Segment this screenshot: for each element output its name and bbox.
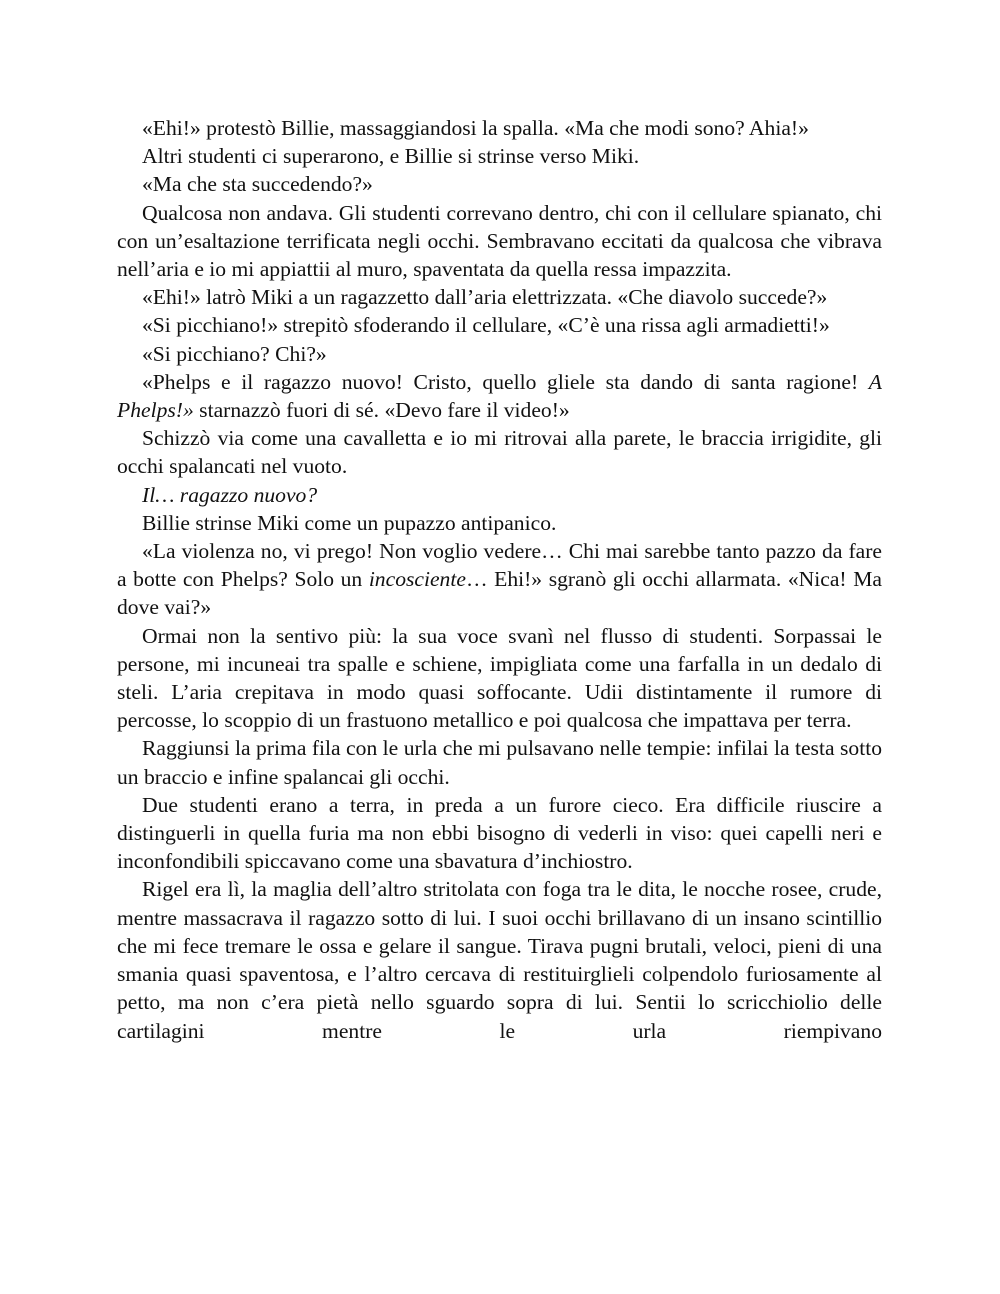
- paragraph: «Si picchiano? Chi?»: [142, 341, 327, 366]
- italic-text: Il… ragazzo nuovo?: [142, 482, 318, 507]
- paragraph: «La violenza no, vi prego! Non voglio vedere… Chi mai sarebbe tanto pazzo da fare a botte con Phelps? Solo un incosciente… Ehi!» sgranò gli occhi allarmata. «Nica! Ma dove vai?»: [117, 539, 882, 620]
- italic-text: incosciente: [368, 567, 466, 592]
- paragraph: Due studenti erano a terra, in preda a un furore cieco. Era difficile riuscire a distinguerli in quella furia ma non ebbi bisogno di vederli in viso: quei capelli neri e inconfondibili spiccavano come una sbavatura d’inchiostro.: [117, 792, 882, 874]
- paragraph: «Ma che sta succedendo?»: [142, 172, 373, 197]
- paragraph: Ormai non la sentivo più: la sua voce svanì nel flusso di studenti. Sorpassai le persone, mi incuneai tra spalle e schiene, impigliata come una farfalla in un dedalo di steli. L’aria crepitava in modo quasi soffocante. Udii distintamente il rumore di percosse, lo scoppio di un frastuono metallico e poi qualcosa che impattava per terra.: [117, 623, 882, 733]
- paragraph: «Ehi!» latrò Miki a un ragazzetto dall’aria elettrizzata. «Che diavolo succede?»: [142, 285, 828, 310]
- paragraph: Billie strinse Miki come un pupazzo antipanico.: [142, 510, 557, 535]
- paragraph: «Ehi!» protestò Billie, massaggiandosi la spalla. «Ma che modi sono? Ahia!»: [142, 116, 809, 140]
- paragraph: Schizzò via come una cavalletta e io mi ritrovai alla parete, le braccia irrigidite, gli occhi spalancati nel vuoto.: [117, 426, 882, 479]
- paragraph: Qualcosa non andava. Gli studenti correvano dentro, chi con il cellulare spianato, chi con un’esaltazione terrificata negli occhi. Sembravano eccitati da qualcosa che vibrava nell’aria e io mi appiattii al muro, spaventata da quella ressa impazzita.: [117, 200, 882, 282]
- italic-text: A Phelps!»: [117, 369, 882, 423]
- book-page: [117, 114, 882, 1045]
- paragraph: «Si picchiano!» strepitò sfoderando il cellulare, «C’è una rissa agli armadietti!»: [142, 313, 830, 338]
- paragraph: Rigel era lì, la maglia dell’altro stritolata con foga tra le dita, le nocche rosee, crude, mentre massacrava il ragazzo sotto di lui. I suoi occhi brillavano di un insano scintillio che mi fece tremare le ossa e gelare il sangue. Tirava pugni brutali, veloci, pieni di una smania quasi spaventosa, e l’altro cercava di restituirglieli colpendolo furiosamente al petto, ma non c’era pietà nello sguardo sopra di lui. Sentii lo scricchiolio delle cartilagini mentre le urla riempivano: [117, 877, 882, 1043]
- paragraph: Altri studenti ci superarono, e Billie si strinse verso Miki.: [142, 144, 640, 169]
- paragraph: «Phelps e il ragazzo nuovo! Cristo, quello gliele sta dando di santa ragione! A Phelps!» starnazzò fuori di sé. «Devo fare il video!»: [117, 369, 882, 423]
- paragraph: Raggiunsi la prima fila con le urla che mi pulsavano nelle tempie: infilai la testa sotto un braccio e infine spalancai gli occhi.: [117, 736, 882, 789]
- paragraph: [117, 481, 882, 509]
